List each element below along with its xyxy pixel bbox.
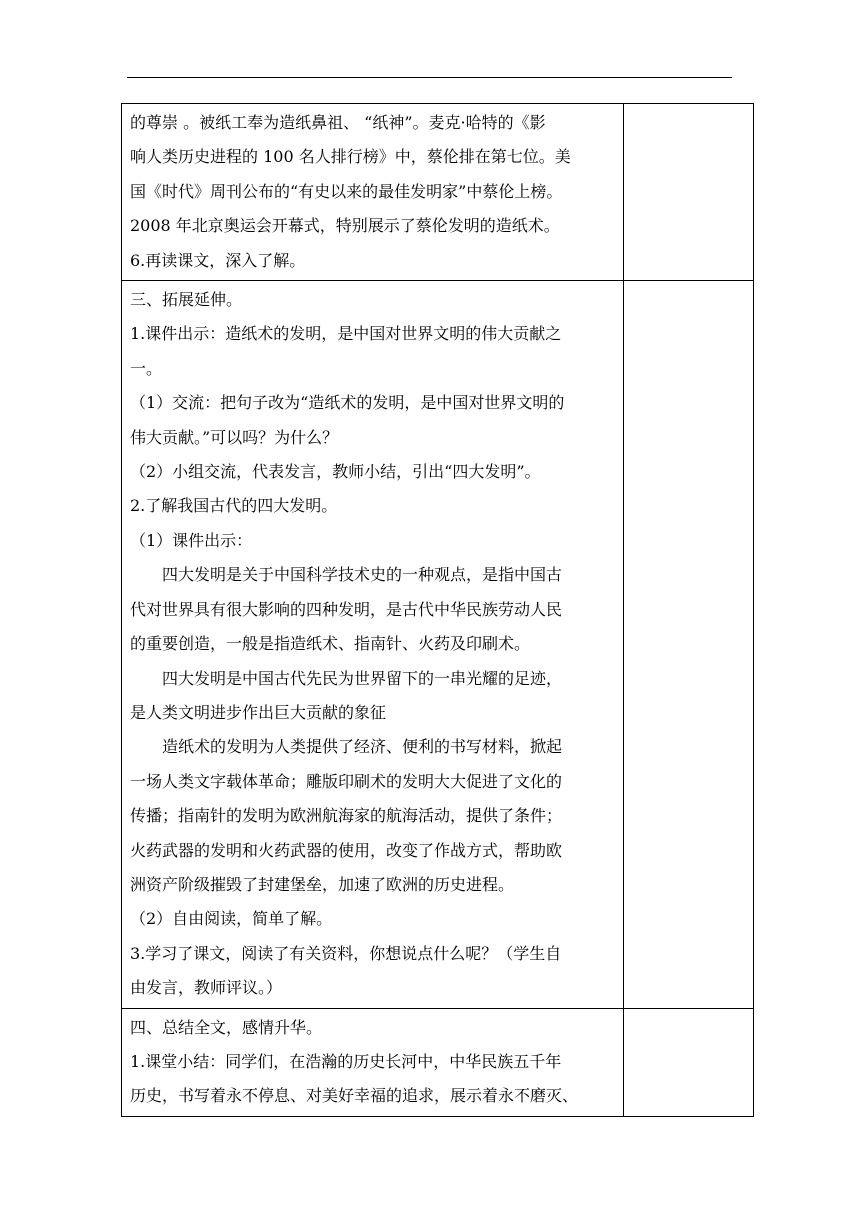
lesson-plan-table — [121, 103, 754, 1117]
header-rule — [127, 77, 732, 78]
notes-cell-2 — [624, 281, 754, 1009]
section-heading: 三、拓展延伸。 — [130, 290, 243, 310]
text-line: 四大发明是关于中国科学技术史的一种观点，是指中国古 — [162, 565, 563, 585]
text-line: 一。 — [130, 358, 163, 378]
text-line: 伟大贡献。”可以吗？为什么？ — [130, 427, 339, 447]
text-line: 历史，书写着永不停息、对美好幸福的追求，展示着永不磨灭、 — [130, 1086, 579, 1106]
text-line: 由发言，教师评议。） — [130, 978, 283, 998]
text-line: 四大发明是中国古代先民为世界留下的一串光耀的足迹， — [162, 668, 563, 688]
text-line: （2）自由阅读，简单了解。 — [130, 909, 333, 929]
text-line: 6.再读课文，深入了解。 — [130, 250, 306, 270]
table-row-2 — [122, 281, 754, 1009]
text-line: 洲资产阶级摧毁了封建堡垒，加速了欧洲的历史进程。 — [130, 874, 515, 894]
content-cell-1 — [122, 104, 624, 281]
text-line: 的重要创造，一般是指造纸术、指南针、火药及印刷术。 — [130, 634, 531, 654]
text-line: 2.了解我国古代的四大发明。 — [130, 496, 338, 516]
text-line: 传播；指南针的发明为欧洲航海家的航海活动，提供了条件； — [130, 806, 563, 826]
text-line: 造纸术的发明为人类提供了经济、便利的书写材料，掀起 — [162, 737, 563, 757]
content-cell-2 — [122, 281, 624, 1009]
text-line: 1.课件出示：造纸术的发明，是中国对世界文明的伟大贡献之 — [130, 324, 562, 344]
text-line: 1.课堂小结：同学们，在浩瀚的历史长河中，中华民族五千年 — [130, 1051, 562, 1071]
text-line: 火药武器的发明和火药武器的使用，改变了作战方式，帮助欧 — [130, 840, 563, 860]
text-line: 响人类历史进程的 100 名人排行榜》中，蔡伦排在第七位。美 — [130, 147, 571, 167]
text-line: 一场人类文字载体革命；雕版印刷术的发明大大促进了文化的 — [130, 771, 563, 791]
content-cell-3 — [122, 1008, 624, 1116]
table-row-3 — [122, 1008, 754, 1116]
section-heading: 四、总结全文，感情升华。 — [130, 1017, 323, 1037]
text-line: 是人类文明进步作出巨大贡献的象征 — [130, 702, 387, 722]
text-line: 2008 年北京奥运会开幕式，特别展示了蔡伦发明的造纸术。 — [130, 216, 560, 236]
notes-cell-1 — [624, 104, 754, 281]
text-line: 代对世界具有很大影响的四种发明，是古代中华民族劳动人民 — [130, 599, 563, 619]
notes-cell-3 — [624, 1008, 754, 1116]
text-line: 3.学习了课文，阅读了有关资料，你想说点什么呢？（学生自 — [130, 943, 562, 963]
table-row-1 — [122, 104, 754, 281]
text-line: 的尊崇 。被纸工奉为造纸鼻祖、 “纸神”。麦克·哈特的《影 — [130, 113, 546, 132]
text-line: （1）课件出示： — [130, 530, 253, 550]
text-line: （1）交流：把句子改为“造纸术的发明，是中国对世界文明的 — [130, 393, 565, 413]
text-line: （2）小组交流，代表发言，教师小结，引出“四大发明”。 — [130, 462, 541, 482]
text-line: 国《时代》周刊公布的“有史以来的最佳发明家”中蔡伦上榜。 — [130, 181, 563, 201]
